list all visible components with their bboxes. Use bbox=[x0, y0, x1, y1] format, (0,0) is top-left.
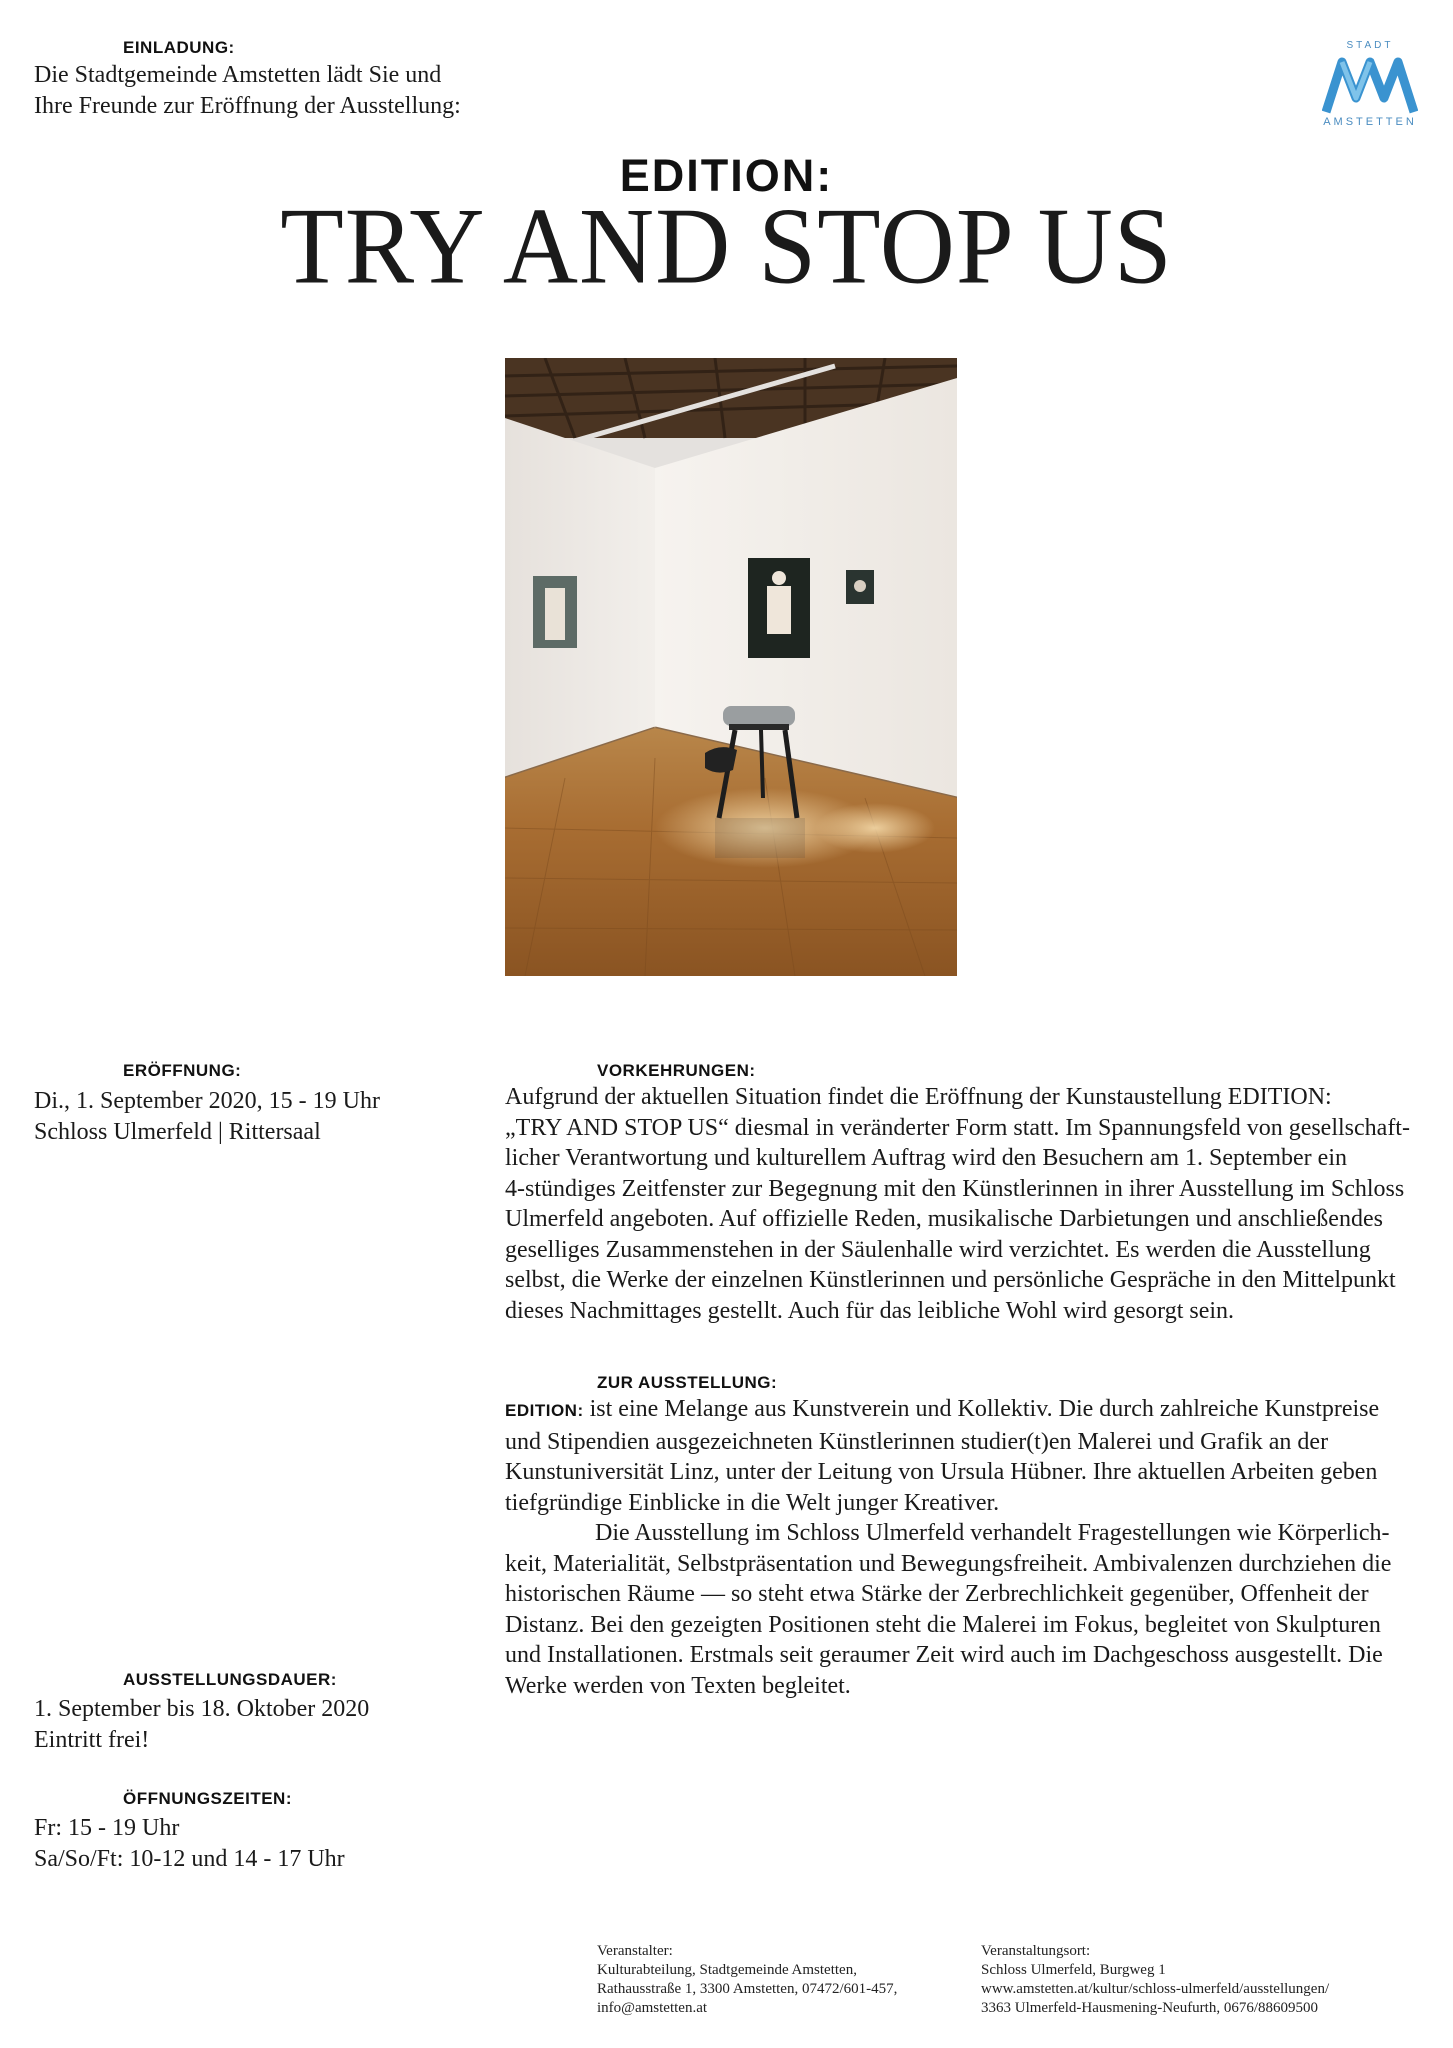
invitation-text bbox=[34, 60, 461, 122]
hours-text bbox=[34, 1813, 345, 1875]
precautions-line: 4-stündiges Zeitfenster zur Begegnung mit den Künstlerinnen in ihrer Ausstellung im Schloss bbox=[505, 1175, 1405, 1202]
precautions-line: selbst, die Werke der einzelnen Künstlerinnen und persönliche Gespräche in den Mittelpunkt bbox=[505, 1267, 1396, 1293]
precautions-line: „TRY AND STOP US“ diesmal in veränderter Form statt. Im Spannungsfeld von gesellschaft- bbox=[505, 1114, 1410, 1141]
precautions-line: dieses Nachmittages gestellt. Auch für das leibliche Wohl wird gesorgt sein. bbox=[505, 1297, 1235, 1324]
organizer-block bbox=[597, 1942, 897, 2018]
organizer-line: Rathausstraße 1, 3300 Amstetten, 07472/601-457, bbox=[597, 1981, 898, 1997]
about-line-text: ist eine Melange aus Kunstverein und Kollektiv. Die durch zahlreiche Kunstpreise bbox=[583, 1396, 1380, 1422]
precautions-line: Aufgrund der aktuellen Situation findet die Eröffnung der Kunstaustellung EDITION: bbox=[505, 1084, 1332, 1110]
venue-label: Veranstaltungsort: bbox=[981, 1943, 1091, 1959]
hours-line: Fr: 15 - 19 Uhr bbox=[34, 1815, 180, 1841]
exhibition-title: TRY AND STOP US bbox=[280, 186, 1173, 307]
precautions-line: Ulmerfeld angeboten. Auf offizielle Reden, musikalische Darbietungen und anschließendes bbox=[505, 1206, 1383, 1232]
about-line: und Stipendien ausgezeichneten Künstlerinnen studier(t)en Malerei und Grafik an der bbox=[505, 1428, 1329, 1455]
about-label: ZUR AUSSTELLUNG: bbox=[597, 1373, 778, 1392]
invitation-line: Die Stadtgemeinde Amstetten lädt Sie und bbox=[34, 62, 442, 88]
title-kicker: EDITION: bbox=[619, 150, 834, 201]
hours-line: Sa/So/Ft: 10-12 und 14 - 17 Uhr bbox=[34, 1846, 345, 1872]
invitation-label: EINLADUNG: bbox=[123, 38, 235, 57]
venue-url: www.amstetten.at/kultur/schloss-ulmerfeld/ausstellungen/ bbox=[981, 1981, 1330, 1997]
opening-label: ERÖFFNUNG: bbox=[123, 1061, 242, 1080]
about-line bbox=[505, 1394, 1425, 1427]
about-paragraph bbox=[505, 1394, 1425, 1701]
organizer-line: Kulturabteilung, Stadtgemeinde Amstetten, bbox=[597, 1962, 857, 1978]
about-line: historischen Räume — so steht etwa Stärke der Zerbrechlichkeit gegenüber, Offenheit der bbox=[505, 1581, 1369, 1607]
precautions-line: geselliges Zusammenstehen in der Säulenhalle wird verzichtet. Es werden die Ausstellung bbox=[505, 1236, 1371, 1263]
organizer-email: info@amstetten.at bbox=[597, 2000, 708, 2016]
duration-line: 1. September bis 18. Oktober 2020 bbox=[34, 1696, 370, 1722]
about-line: keit, Materialität, Selbstpräsentation und Bewegungsfreiheit. Ambivalenzen durchziehen die bbox=[505, 1550, 1392, 1577]
precautions-label: VORKEHRUNGEN: bbox=[597, 1061, 756, 1080]
hours-label: ÖFFNUNGSZEITEN: bbox=[123, 1789, 292, 1808]
organizer-label: Veranstalter: bbox=[597, 1943, 673, 1959]
amstetten-logo bbox=[1310, 40, 1430, 130]
edition-lead: EDITION: bbox=[505, 1401, 584, 1420]
duration-line: Eintritt frei! bbox=[34, 1727, 150, 1753]
logo-bottom-text: AMSTETTEN bbox=[1323, 116, 1417, 128]
about-line: Werke werden von Texten begleitet. bbox=[505, 1672, 851, 1699]
about-line: Distanz. Bei den gezeigten Positionen steht die Malerei im Fokus, begleitet von Skulpturen bbox=[505, 1611, 1381, 1638]
logo-top-text: STADT bbox=[1346, 40, 1394, 51]
opening-line: Schloss Ulmerfeld | Rittersaal bbox=[34, 1119, 321, 1145]
about-line: Kunstuniversität Linz, unter der Leitung von Ursula Hübner. Ihre aktuellen Arbeiten geben bbox=[505, 1459, 1378, 1485]
about-line: und Installationen. Erstmals seit geraumer Zeit wird auch im Dachgeschoss ausgestellt. Die bbox=[505, 1642, 1383, 1668]
about-line: tiefgründige Einblicke in die Welt junger Kreativer. bbox=[505, 1489, 1000, 1516]
venue-block bbox=[981, 1942, 1329, 2018]
invitation-line: Ihre Freunde zur Eröffnung der Ausstellung: bbox=[34, 93, 461, 119]
about-line: Die Ausstellung im Schloss Ulmerfeld verhandelt Fragestellungen wie Körperlich- bbox=[595, 1520, 1390, 1546]
duration-label: AUSSTELLUNGSDAUER: bbox=[123, 1670, 337, 1689]
opening-text bbox=[34, 1086, 380, 1148]
opening-line: Di., 1. September 2020, 15 - 19 Uhr bbox=[34, 1088, 380, 1114]
duration-text bbox=[34, 1694, 369, 1756]
precautions-paragraph bbox=[505, 1082, 1425, 1326]
precautions-line: licher Verantwortung und kulturellem Auftrag wird den Besuchern am 1. September ein bbox=[505, 1145, 1347, 1171]
gallery-room-photo bbox=[505, 358, 957, 976]
mountain-logo-icon bbox=[1322, 56, 1418, 114]
gallery-photo-illustration bbox=[505, 358, 957, 976]
venue-line: Schloss Ulmerfeld, Burgweg 1 bbox=[981, 1962, 1166, 1978]
venue-line: 3363 Ulmerfeld-Hausmening-Neufurth, 0676/88609500 bbox=[981, 2000, 1319, 2016]
